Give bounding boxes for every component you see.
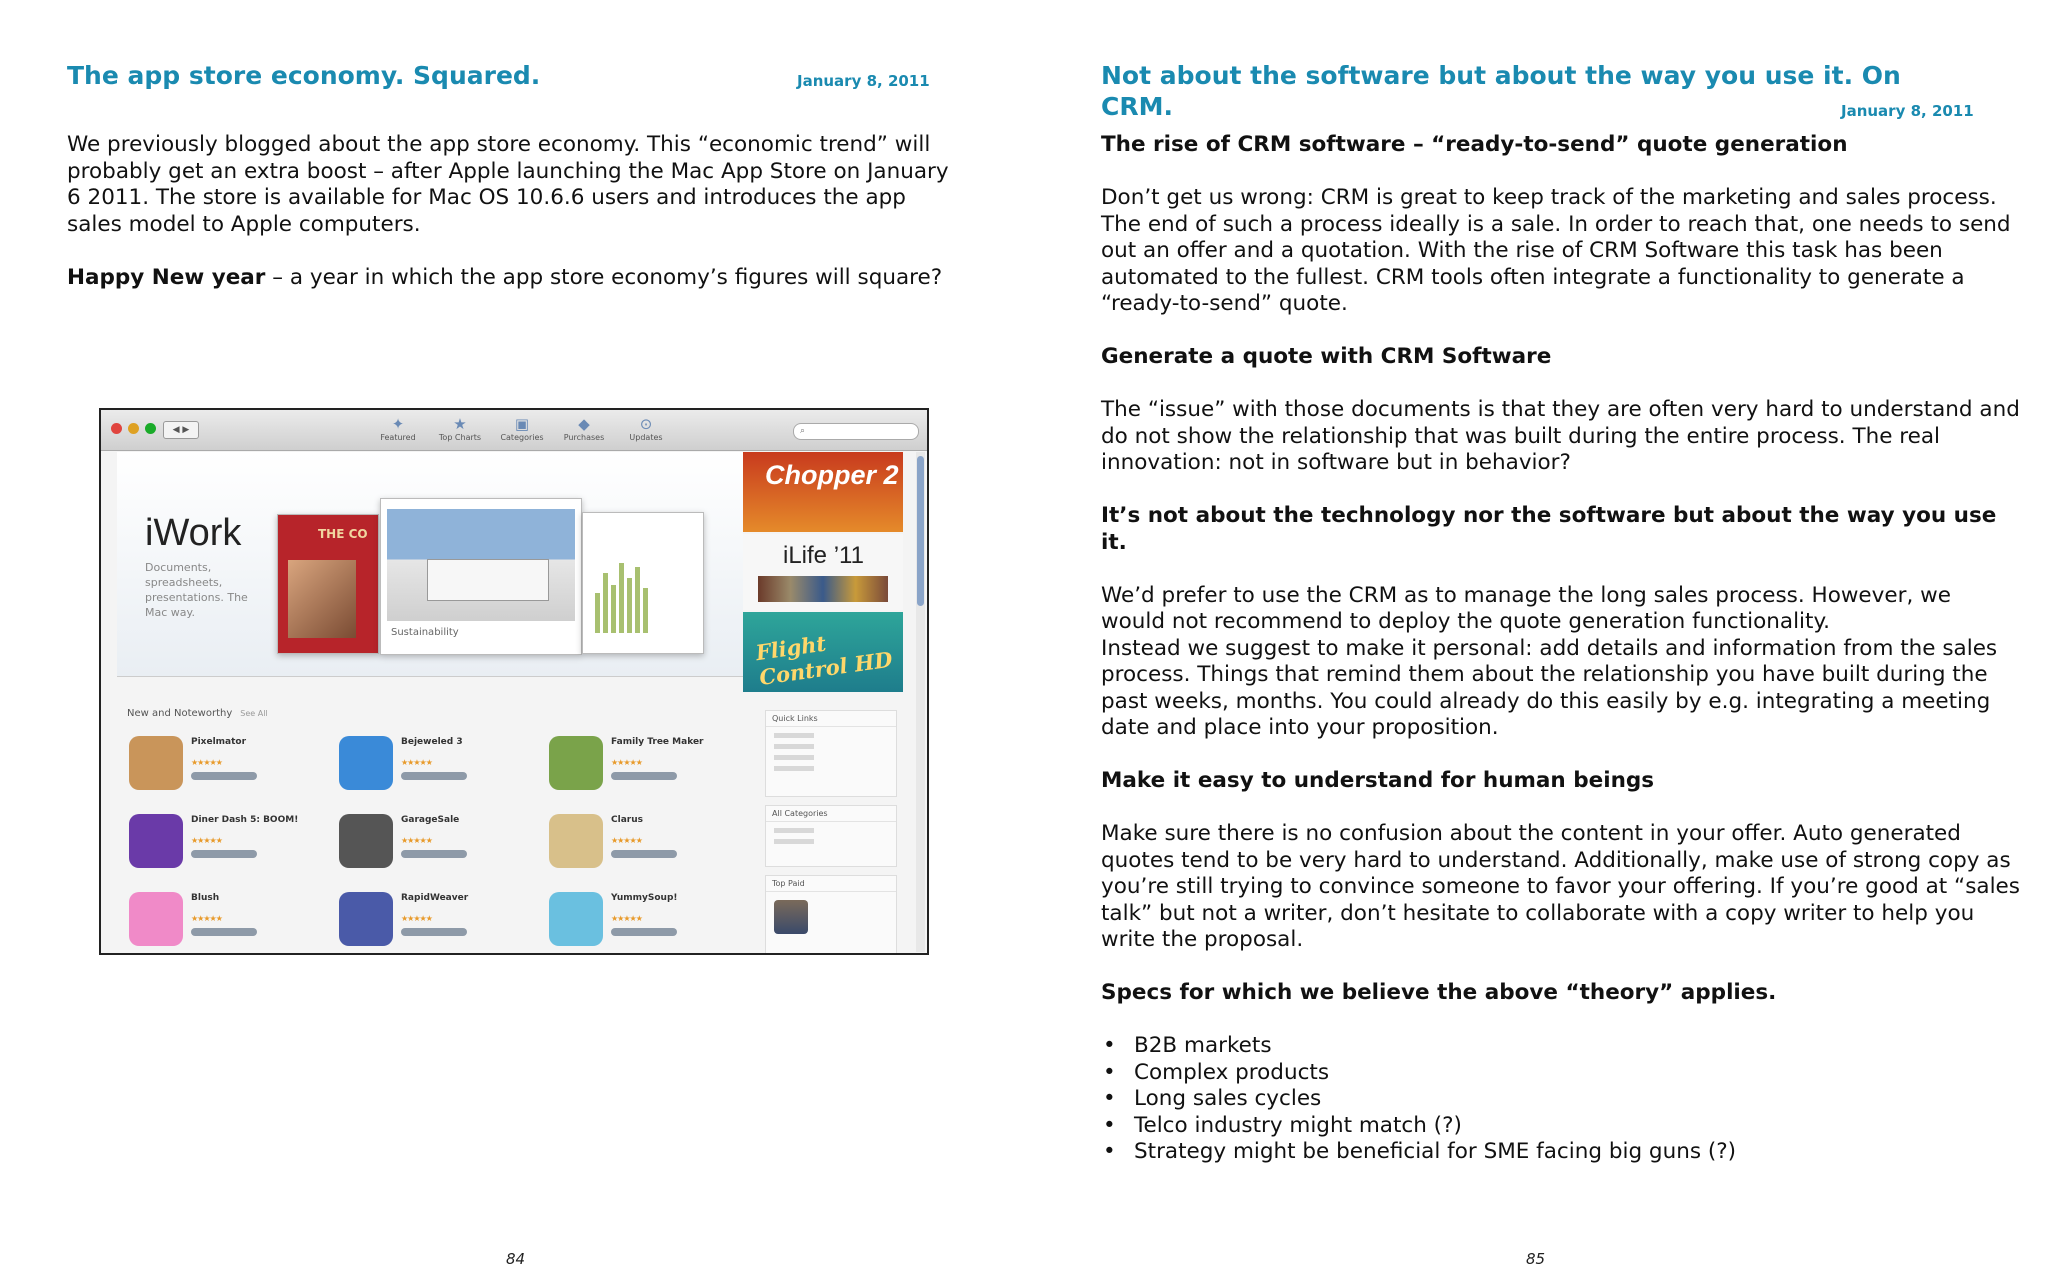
search-icon: ⌕ xyxy=(800,426,806,436)
building-photo xyxy=(387,509,575,621)
promo-flight-control xyxy=(743,612,903,692)
promo-ilife xyxy=(743,534,903,610)
categories-box xyxy=(765,805,897,867)
close-icon xyxy=(111,423,122,434)
app-name: YummySoup! xyxy=(611,893,678,903)
specs-list xyxy=(1101,1033,2021,1166)
window-controls xyxy=(111,423,156,434)
toolbar-updates xyxy=(621,415,671,442)
top-paid-box xyxy=(765,875,897,955)
house-shape xyxy=(427,559,549,601)
download-icon: ⊙ xyxy=(639,415,653,433)
paragraph: Don’t get us wrong: CRM is great to keep track of the marketing and sales process. The end of such a process ideally is a sale. In order to reach that, one needs to send out an offer and a quotation. With the rise of CRM Software this task has been automated to the fullest. CRM tools often integrate a functionality to generate a “ready-to-send” quote. xyxy=(1101,185,2011,316)
price-button xyxy=(191,772,257,780)
document-preview xyxy=(380,498,582,655)
post-title: Not about the software but about the way you use it. On CRM. xyxy=(1101,61,1901,121)
scrollbar xyxy=(916,452,925,952)
document-heading: THE CO xyxy=(318,527,368,541)
paragraph-rest: – a year in which the app store economy’s figures will square? xyxy=(265,264,943,290)
rating-stars-icon: ★★★★★ xyxy=(611,914,642,923)
app-icon xyxy=(549,892,603,946)
post-title: The app store economy. Squared. xyxy=(67,61,541,90)
paragraph: Make sure there is no confusion about the content in your offer. Auto generated quotes tend to be very hard to understand. Additionally, make use of strong copy as you’re still trying to convince someone to favor your offering. If you’re good at “sales talk” but not a writer, don’t hesitate to collaborate with a copy writer to help you write the proposal. xyxy=(1101,821,2020,952)
price-button xyxy=(191,850,257,858)
app-icon xyxy=(129,736,183,790)
document-caption: Sustainability xyxy=(391,627,459,638)
paragraph: We previously blogged about the app store economy. This “economic trend” will probably get an extra boost – after Apple launching the Mac App Store on January 6 2011. The store is available for Mac OS 10.6.6 users and introduces the app sales model to Apple computers. xyxy=(67,132,949,237)
toolbar-purchases xyxy=(559,415,609,442)
banner-title: iWork xyxy=(145,512,242,554)
toolbar-label: Categories xyxy=(500,433,544,442)
all-categories-title: All Categories xyxy=(766,806,896,822)
rating-stars-icon: ★★★★★ xyxy=(191,836,222,845)
toolbar-label: Updates xyxy=(629,433,663,442)
app-icon xyxy=(549,736,603,790)
chart-bar xyxy=(619,563,624,633)
rating-stars-icon: ★★★★★ xyxy=(611,758,642,767)
rating-stars-icon: ★★★★★ xyxy=(401,758,432,767)
app-tile xyxy=(543,884,753,955)
list-item: • Complex products xyxy=(1101,1060,2021,1087)
app-name: RapidWeaver xyxy=(401,893,469,903)
chart-bar xyxy=(595,593,600,633)
chart-bar xyxy=(603,573,608,633)
toolbar-featured xyxy=(373,415,423,442)
app-icons-strip xyxy=(758,576,888,602)
app-tile xyxy=(333,806,543,882)
app-name: Clarus xyxy=(611,815,643,825)
post-date: January 8, 2011 xyxy=(1841,102,1974,120)
quick-links-sidebar xyxy=(765,700,895,950)
zoom-icon xyxy=(145,423,156,434)
price-button xyxy=(191,928,257,936)
quick-links-title: Quick Links xyxy=(766,711,896,727)
toolbar-top-charts xyxy=(435,415,485,442)
rating-stars-icon: ★★★★★ xyxy=(401,914,432,923)
promo-title: Chopper 2 xyxy=(765,460,899,490)
chart-bar xyxy=(643,588,648,633)
rating-stars-icon: ★★★★★ xyxy=(401,836,432,845)
app-icon xyxy=(129,892,183,946)
post-body xyxy=(67,132,967,318)
scrollbar-thumb xyxy=(917,456,924,606)
price-button xyxy=(401,928,467,936)
price-button xyxy=(611,850,677,858)
back-forward-icon: ◀ ▶ xyxy=(163,421,199,439)
app-icon xyxy=(774,900,808,934)
paragraph: Instead we suggest to make it personal: add details and information from the sales process. Things that remind them about the relationship you have built during the past weeks, months. You could already do this easily by e.g. integrating a meeting date and place into your proposition. xyxy=(1101,635,1998,740)
promo-chopper xyxy=(743,452,903,532)
section-title: New and Noteworthy xyxy=(127,708,233,719)
app-tile xyxy=(333,728,543,804)
photo-thumbnail xyxy=(288,560,356,638)
price-button xyxy=(401,850,467,858)
page-number: 84 xyxy=(506,1250,526,1268)
app-name: GarageSale xyxy=(401,815,460,825)
link-line xyxy=(774,839,814,844)
post-body xyxy=(1101,132,2021,1166)
link-line xyxy=(774,766,814,771)
app-name: Family Tree Maker xyxy=(611,737,704,747)
window-toolbar xyxy=(101,410,927,451)
paragraph: The “issue” with those documents is that they are often very hard to understand and do not show the relationship that was built during the entire process. The real innovation: not in software but in behavior? xyxy=(1101,397,2020,475)
link-line xyxy=(774,755,814,760)
app-name: Diner Dash 5: BOOM! xyxy=(191,815,299,825)
link-line xyxy=(774,744,814,749)
section-heading: It’s not about the technology nor the software but about the way you use it. xyxy=(1101,503,1997,555)
app-tile xyxy=(543,728,753,804)
section-heading: Make it easy to understand for human beings xyxy=(1101,768,1655,793)
app-store-screenshot xyxy=(99,408,929,955)
chart-bar xyxy=(627,578,632,633)
chart-bar xyxy=(611,585,616,633)
app-tile xyxy=(123,884,333,955)
quick-links-box xyxy=(765,710,897,797)
price-button xyxy=(401,772,467,780)
list-item: • Long sales cycles xyxy=(1101,1086,2021,1113)
rating-stars-icon: ★★★★★ xyxy=(191,914,222,923)
chart-bar xyxy=(635,567,640,633)
paragraph: We’d prefer to use the CRM as to manage the long sales process. However, we would not recommend to deploy the quote generation functionality. xyxy=(1101,582,1951,634)
promo-title: iLife ’11 xyxy=(783,542,864,569)
app-name: Bejeweled 3 xyxy=(401,737,463,747)
toolbar-label: Purchases xyxy=(563,433,605,442)
spreadsheet-preview xyxy=(582,512,704,654)
list-item: • B2B markets xyxy=(1101,1033,2021,1060)
price-button xyxy=(611,928,677,936)
app-name: Pixelmator xyxy=(191,737,247,747)
star-icon: ★ xyxy=(453,415,467,433)
app-tile xyxy=(543,806,753,882)
post-date: January 8, 2011 xyxy=(797,72,930,90)
banner-subtitle: Documents, spreadsheets, presentations. The Mac way. xyxy=(145,561,248,619)
featured-banner xyxy=(117,452,743,677)
price-button xyxy=(611,772,677,780)
bold-lead: Happy New year xyxy=(67,264,266,290)
list-item: • Telco industry might match (?) xyxy=(1101,1113,2021,1140)
paragraph xyxy=(67,265,967,292)
app-tile xyxy=(333,884,543,955)
see-all-link: See All xyxy=(240,709,268,718)
document-preview xyxy=(277,514,379,654)
link-line xyxy=(774,828,814,833)
app-tile xyxy=(123,728,333,804)
search-input xyxy=(793,423,919,440)
section-heading: The rise of CRM software – “ready-to-send” quote generation xyxy=(1101,132,1848,157)
app-icon xyxy=(339,736,393,790)
app-icon xyxy=(339,892,393,946)
rating-stars-icon: ★★★★★ xyxy=(191,758,222,767)
featured-icon: ✦ xyxy=(391,415,405,433)
app-name: Blush xyxy=(191,893,220,903)
tag-icon: ◆ xyxy=(578,415,590,433)
categories-icon: ▣ xyxy=(514,415,530,433)
app-icon xyxy=(129,814,183,868)
page-number: 85 xyxy=(1526,1250,1546,1268)
list-item: • Strategy might be beneficial for SME facing big guns (?) xyxy=(1101,1139,2021,1166)
toolbar-label: Top Charts xyxy=(438,433,482,442)
section-heading: Specs for which we believe the above “theory” applies. xyxy=(1101,980,1777,1005)
promo-title: Flight Control HD xyxy=(754,630,894,690)
right-page xyxy=(1024,0,2048,1288)
toolbar-categories xyxy=(497,415,547,442)
toolbar-label: Featured xyxy=(380,433,416,442)
section-header xyxy=(127,708,268,719)
rating-stars-icon: ★★★★★ xyxy=(611,836,642,845)
app-icon xyxy=(549,814,603,868)
minimize-icon xyxy=(128,423,139,434)
top-paid-title: Top Paid xyxy=(766,876,896,892)
link-line xyxy=(774,733,814,738)
section-heading: Generate a quote with CRM Software xyxy=(1101,344,1552,369)
app-tile xyxy=(123,806,333,882)
app-icon xyxy=(339,814,393,868)
store-toolbar xyxy=(373,415,671,442)
